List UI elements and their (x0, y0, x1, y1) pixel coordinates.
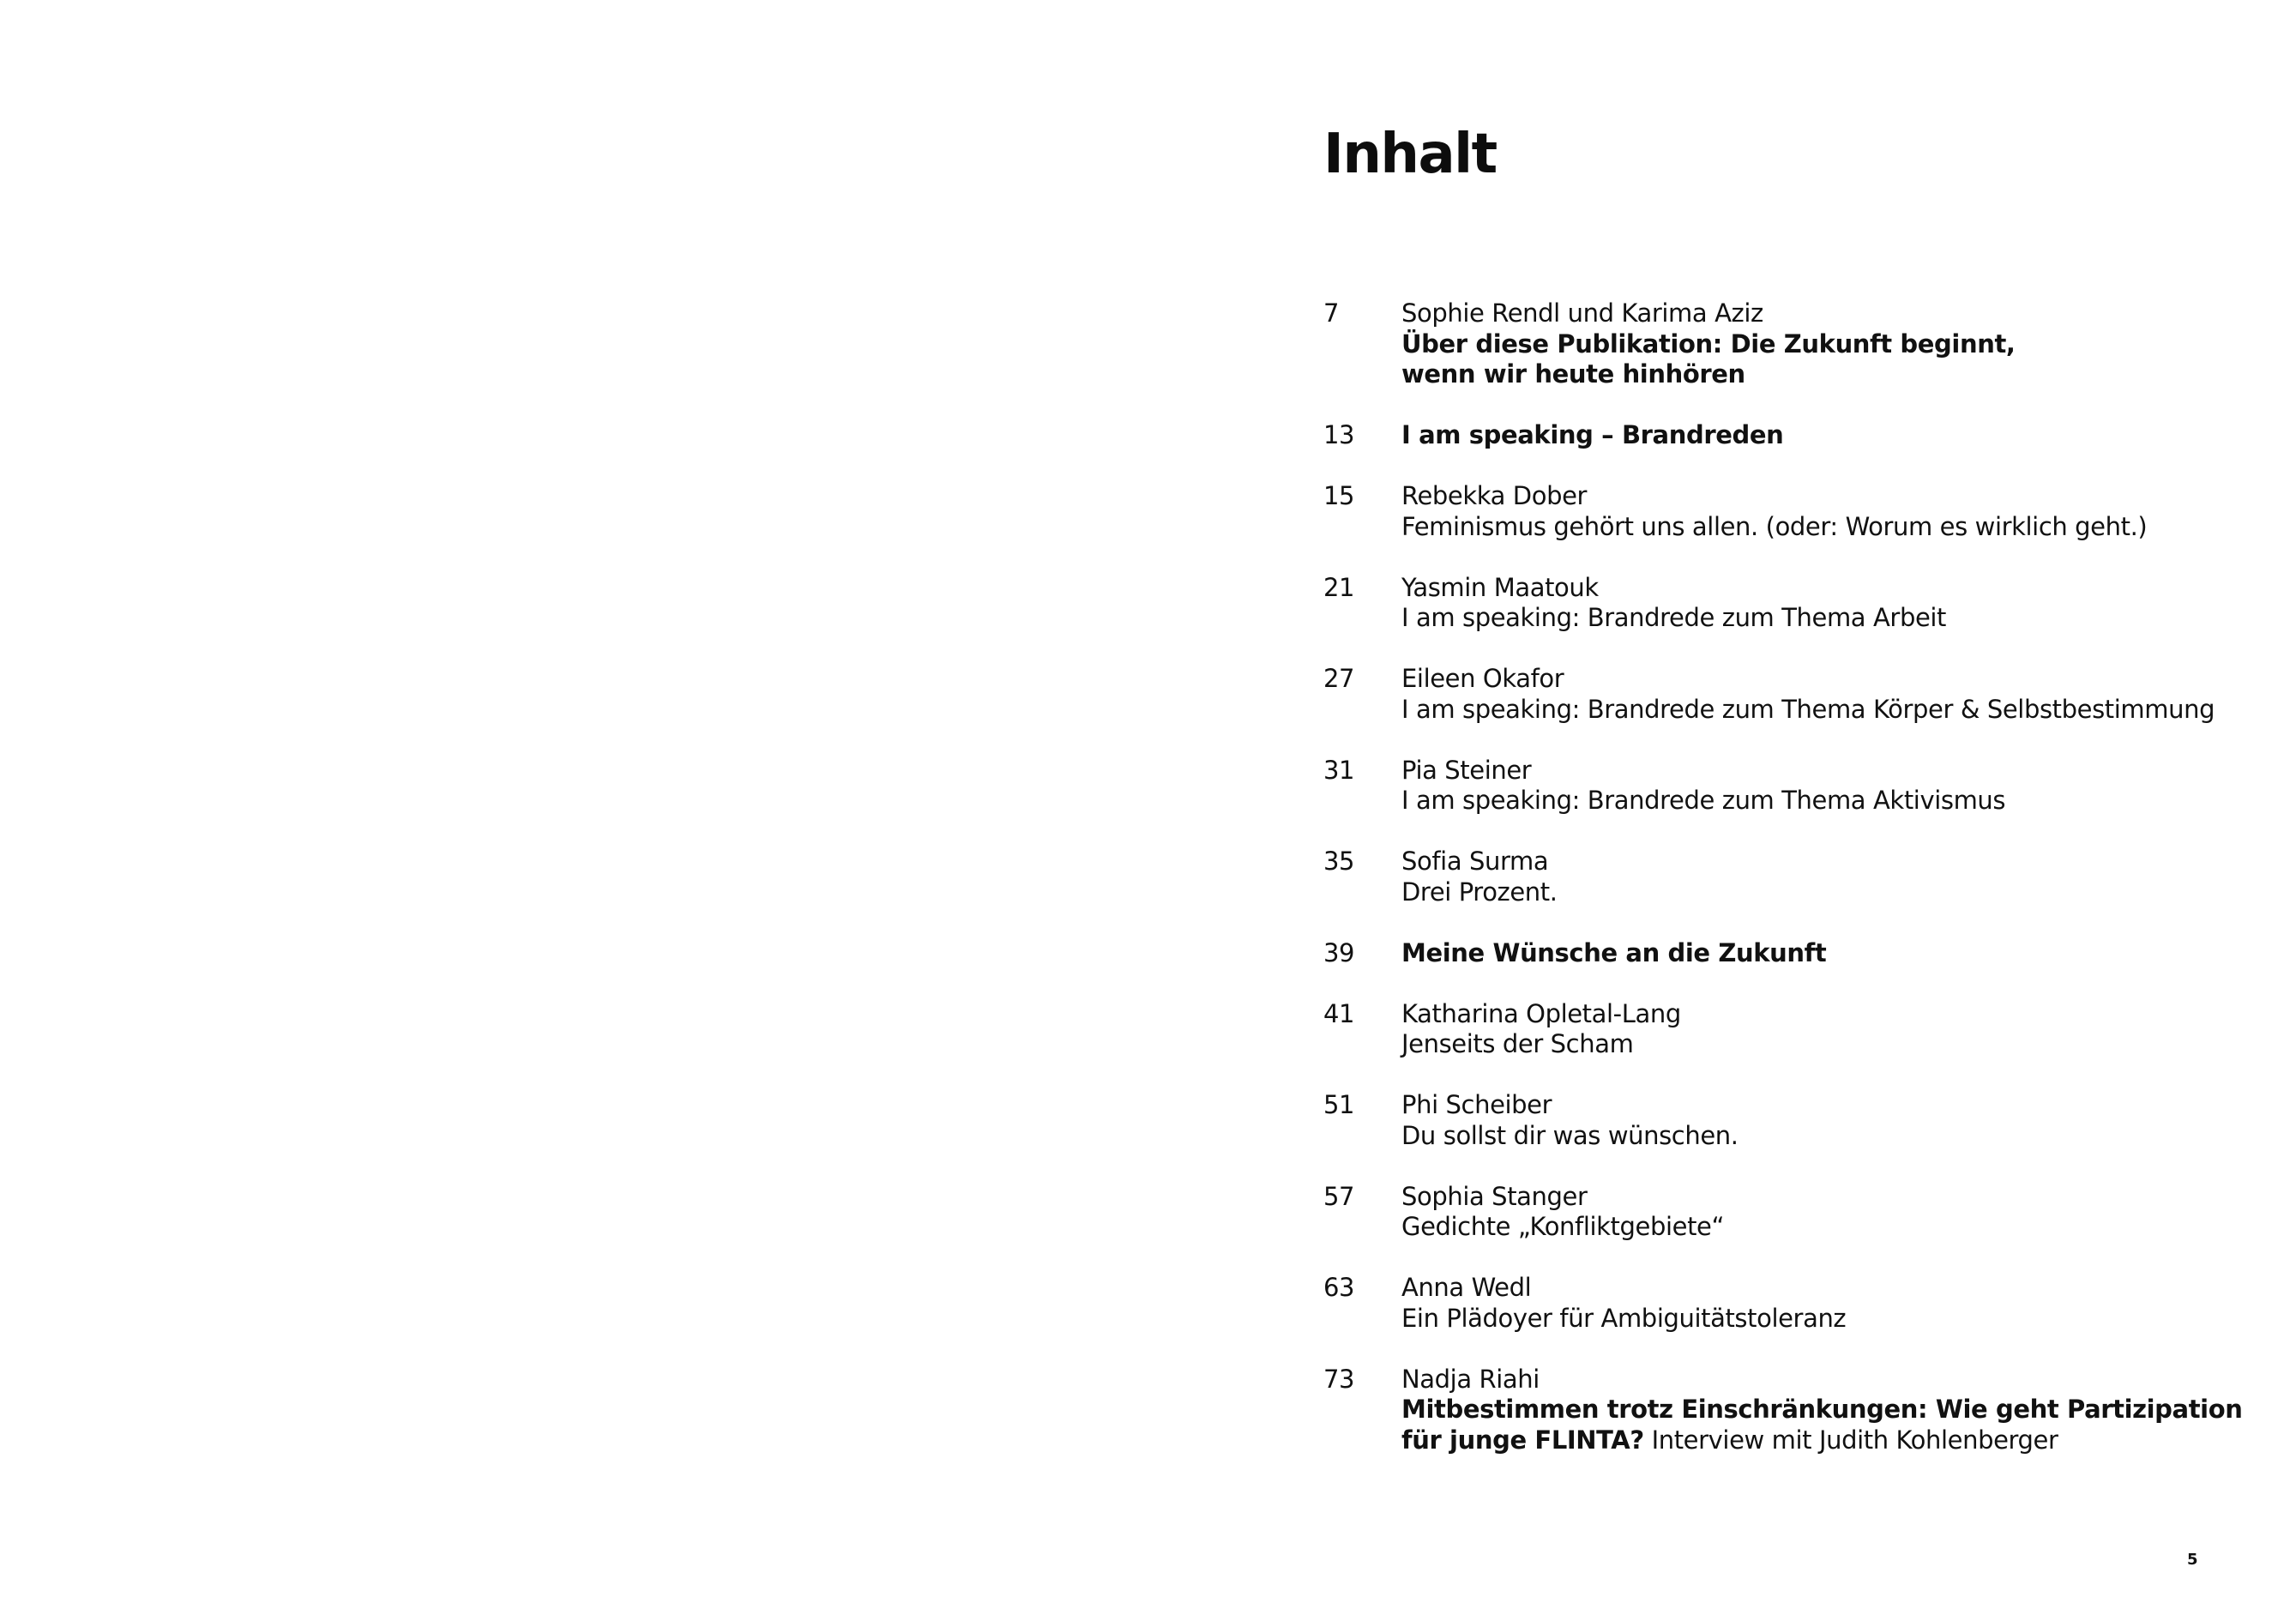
page-title: Inhalt (1323, 123, 1497, 186)
toc-page-number: 63 (1323, 1273, 1355, 1302)
toc-page-number: 57 (1323, 1181, 1355, 1211)
toc-page-number: 51 (1323, 1090, 1355, 1119)
toc-title: Du sollst dir was wünschen. (1401, 1120, 1739, 1150)
toc-title: Drei Prozent. (1401, 877, 1558, 907)
toc-entry-body (1401, 999, 2207, 1060)
toc-entry-body (1401, 1182, 2207, 1243)
toc-page-number: 73 (1323, 1364, 1355, 1394)
toc-title: Über diese Publikation: Die Zukunft beginnt, (1401, 328, 2016, 359)
toc-title: Jenseits der Scham (1401, 1029, 1634, 1058)
toc-page-number: 41 (1323, 998, 1355, 1028)
toc-page-number: 21 (1323, 572, 1355, 602)
page-number: 5 (2187, 1551, 2198, 1569)
toc-entry (1323, 664, 2215, 725)
toc-page-number: 7 (1323, 298, 1340, 328)
toc-author: Anna Wedl (1401, 1273, 1532, 1302)
toc-entry (1323, 1273, 2207, 1334)
toc-entry (1323, 847, 2207, 907)
toc-author: Sofia Surma (1401, 847, 1549, 876)
toc-entry-body (1401, 847, 2207, 907)
toc-author: Nadja Riahi (1401, 1364, 1540, 1394)
toc-page-number: 27 (1323, 664, 1355, 693)
toc-page-number: 31 (1323, 755, 1355, 785)
toc-entry (1323, 1364, 2243, 1456)
toc-entry (1323, 573, 2207, 634)
toc-author: Katharina Opletal-Lang (1401, 998, 1681, 1028)
toc-author: Rebekka Dober (1401, 481, 1588, 510)
toc-title: Ein Plädoyer für Ambiguitätstoleranz (1401, 1303, 1847, 1333)
toc-author: Sophie Rendl und Karima Aziz (1401, 298, 1763, 328)
toc-entry (1323, 481, 2207, 542)
table-of-contents (1323, 298, 2243, 1486)
toc-entry (1323, 298, 2207, 390)
toc-author: Pia Steiner (1401, 755, 1532, 785)
toc-entry-body (1401, 756, 2207, 817)
toc-title: I am speaking: Brandrede zum Thema Körper & Selbstbestimmung (1401, 694, 2215, 724)
toc-entry-body (1401, 1273, 2207, 1334)
toc-entry (1323, 938, 2207, 969)
toc-entry-body (1401, 420, 2207, 451)
toc-entry-body (1401, 938, 2207, 969)
toc-author: Eileen Okafor (1401, 664, 1564, 693)
toc-entry (1323, 999, 2207, 1060)
toc-title: Gedichte „Konfliktgebiete“ (1401, 1212, 1725, 1241)
toc-subtitle: Interview mit Judith Kohlenberger (1643, 1425, 2058, 1455)
toc-author: Yasmin Maatouk (1401, 572, 1599, 602)
toc-title-line (1401, 1425, 2207, 1456)
toc-entry-body (1401, 1364, 2243, 1456)
toc-section-title: Meine Wünsche an die Zukunft (1401, 937, 1827, 967)
toc-title: I am speaking: Brandrede zum Thema Aktivismus (1401, 786, 2006, 815)
toc-entry (1323, 1090, 2207, 1151)
toc-page-number: 39 (1323, 937, 1355, 967)
toc-entry-body (1401, 1090, 2207, 1151)
toc-author: Sophia Stanger (1401, 1181, 1588, 1211)
toc-section-title: I am speaking – Brandreden (1401, 420, 1784, 449)
toc-entry-body (1401, 573, 2207, 634)
toc-entry-body (1401, 298, 2207, 390)
toc-author: Phi Scheiber (1401, 1090, 1552, 1119)
toc-page-number: 13 (1323, 420, 1355, 449)
toc-entry (1323, 1182, 2207, 1243)
toc-title: Mitbestimmen trotz Einschränkungen: Wie geht Partizipation (1401, 1395, 2243, 1424)
toc-entry (1323, 420, 2207, 451)
toc-title: wenn wir heute hinhören (1401, 359, 1745, 389)
toc-title: für junge FLINTA? (1401, 1425, 1644, 1455)
toc-page-number: 35 (1323, 847, 1355, 876)
toc-title: Feminismus gehört uns allen. (oder: Worum es wirklich geht.) (1401, 511, 2148, 541)
toc-entry (1323, 756, 2207, 817)
toc-title: I am speaking: Brandrede zum Thema Arbeit (1401, 603, 1947, 632)
toc-entry-body (1401, 664, 2215, 725)
toc-page-number: 15 (1323, 481, 1355, 510)
toc-entry-body (1401, 481, 2207, 542)
